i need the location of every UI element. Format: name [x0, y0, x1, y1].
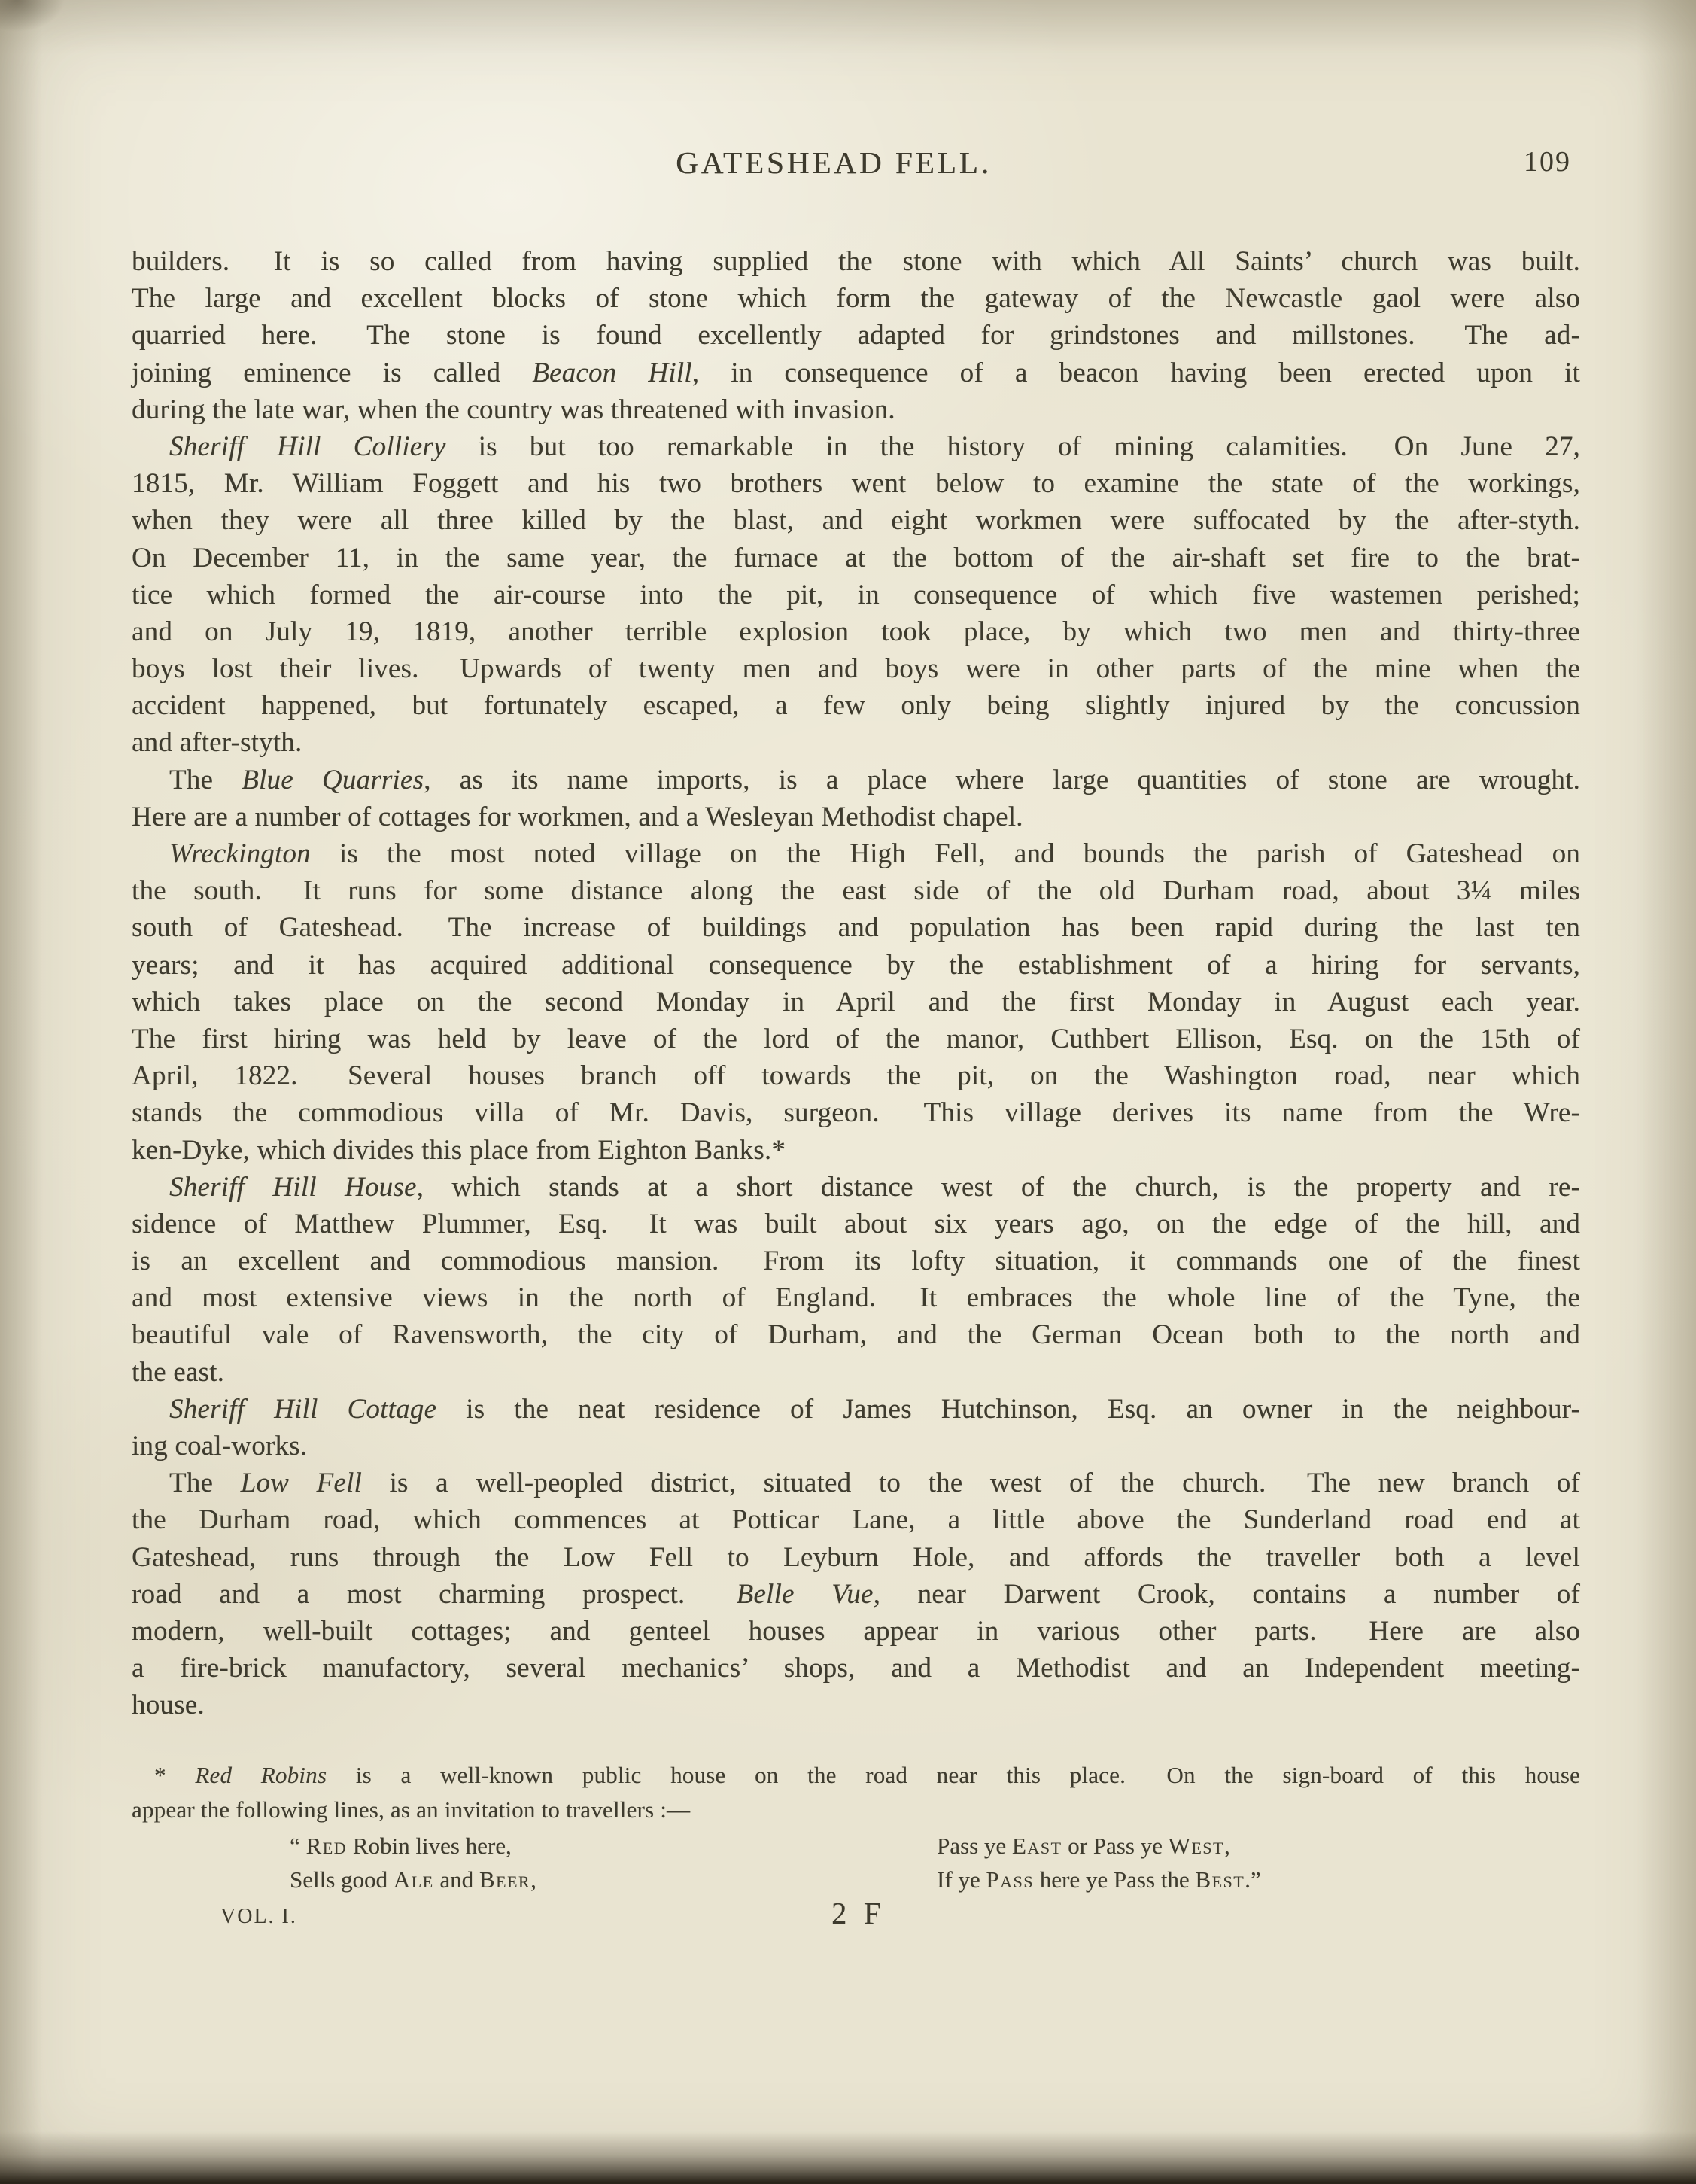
text-run: ,: [530, 1866, 536, 1893]
scan-edge-shadow: [0, 2131, 1696, 2184]
text-run: Here are a number of cottages for workmen, and a Wesleyan Methodist chapel.: [132, 801, 1023, 832]
text-run: The: [169, 1468, 241, 1499]
text-run: or Pass ye: [1062, 1833, 1169, 1859]
text-line: [132, 1613, 1580, 1650]
text-line: [132, 835, 1580, 872]
text-line: [132, 428, 1580, 465]
italic-text: Blue Quarries: [242, 764, 424, 795]
text-run: , which stands at a short distance west of the church, is the property and re-: [416, 1171, 1580, 1203]
paragraph: [132, 1465, 1580, 1723]
text-run: Sells good: [290, 1866, 394, 1893]
text-line: [132, 502, 1580, 539]
text-run: The first hiring was held by leave of the lord of the manor, Cuthbert Ellison, Esq. on the 15th of: [132, 1023, 1580, 1054]
text-line: [132, 1243, 1580, 1279]
verse-column-right: [937, 1829, 1261, 1897]
text-run: The large and excellent blocks of stone which form the gateway of the Newcastle gaol were also: [132, 283, 1580, 315]
text-line: [132, 1021, 1580, 1057]
text-run: Pass the: [1113, 1866, 1196, 1893]
text-line: [132, 1132, 1580, 1169]
smallcaps-text: Best: [1195, 1866, 1245, 1893]
text-run: ing coal-works.: [132, 1431, 308, 1462]
text-line: [132, 1428, 1580, 1465]
text-line: [937, 1863, 1261, 1897]
text-line: [132, 798, 1580, 835]
text-run: beautiful vale of Ravensworth, the city of Durham, and the German Ocean both to the north and: [132, 1319, 1580, 1351]
page-title: GATESHEAD FELL.: [676, 145, 992, 180]
text-line: [132, 1501, 1580, 1538]
italic-text: Sheriff Hill House: [169, 1171, 417, 1203]
text-line: [132, 317, 1580, 354]
text-line: [132, 984, 1580, 1021]
text-run: is an excellent and commodious mansion. From its lofty situation, it commands one of the finest: [132, 1246, 1580, 1277]
text-run: accident happened, but fortunately escaped, a few only being slightly injured by the concussion: [132, 690, 1580, 722]
paragraph: [132, 1391, 1580, 1465]
text-run: when they were all three killed by the blast, and eight workmen were suffocated by the after-styth.: [132, 505, 1580, 537]
page-header: [132, 144, 1580, 190]
text-run: the Durham road, which commences at Potticar Lane, a little above the Sunderland road end at: [132, 1504, 1580, 1536]
smallcaps-text: Red: [305, 1833, 348, 1859]
page-footer: [132, 1895, 1580, 1940]
text-run: road and a most charming prospect.: [132, 1578, 737, 1610]
text-line: [132, 280, 1580, 317]
text-run: here ye: [1034, 1866, 1114, 1893]
text-run: 1815, Mr. William Foggett and his two brothers went below to examine the state of the workings,: [132, 468, 1580, 500]
paragraph: [132, 1169, 1580, 1391]
text-run: appear the following lines, as an invitation to travellers :—: [132, 1796, 691, 1823]
verse-column-left: [290, 1829, 536, 1897]
text-line: [132, 762, 1580, 798]
smallcaps-text: Pass: [986, 1866, 1035, 1893]
text-run: sidence of Matthew Plummer, Esq. It was built about six years ago, on the edge of the hill, and: [132, 1208, 1580, 1240]
text-run: the east.: [132, 1356, 225, 1388]
text-line: [132, 650, 1580, 687]
paragraph: [132, 428, 1580, 762]
text-run: south of Gateshead. The increase of buildings and population has been rapid during the last ten: [132, 912, 1580, 944]
paragraph: [132, 762, 1580, 835]
text-line: [132, 1576, 1580, 1613]
text-line: [132, 1650, 1580, 1687]
text-run: and after-styth.: [132, 727, 302, 759]
text-line: [132, 391, 1580, 428]
text-run: Pass ye: [937, 1833, 1012, 1859]
text-run: and: [433, 1866, 479, 1893]
italic-text: Wreckington: [169, 838, 311, 869]
italic-text: Sheriff Hill Cottage: [169, 1393, 437, 1425]
text-run: *: [154, 1762, 196, 1788]
text-run: a fire-brick manufactory, several mechanics’ shops, and a Methodist and an Independent meeting-: [132, 1653, 1580, 1684]
text-line: [132, 1758, 1580, 1793]
text-run: which takes place on the second Monday in April and the first Monday in August each year.: [132, 986, 1580, 1017]
text-line: [132, 354, 1580, 391]
text-run: during the late war, when the country was threatened with invasion.: [132, 394, 895, 425]
text-run: April, 1822. Several houses branch off towards the pit, on the Washington road, near which: [132, 1060, 1580, 1092]
text-line: [132, 1354, 1580, 1391]
text-run: On December 11, in the same year, the furnace at the bottom of the air-shaft set fire to the brat-: [132, 542, 1580, 573]
text-line: [290, 1829, 536, 1863]
text-run: is the neat residence of James Hutchinson, Esq. an owner in the neighbour-: [436, 1393, 1580, 1425]
text-line: [132, 872, 1580, 909]
text-line: [132, 613, 1580, 650]
text-run: , near Darwent Crook, contains a number of: [873, 1578, 1580, 1610]
text-run: builders. It is so called from having supplied the stone with which All Saints’ church was built.: [132, 246, 1580, 277]
text-line: [132, 1539, 1580, 1576]
text-run: is but too remarkable in the history of mining calamities. On June 27,: [445, 430, 1580, 462]
text-run: Gateshead, runs through the Low Fell to Leyburn Hole, and affords the traveller both a level: [132, 1541, 1580, 1573]
text-run: Robin lives here,: [347, 1833, 512, 1859]
text-run: and on July 19, 1819, another terrible explosion took place, by which two men and thirty-three: [132, 616, 1580, 647]
paragraph: [132, 835, 1580, 1169]
text-run: the south. It runs for some distance along the east side of the old Durham road, about 3¼ miles: [132, 875, 1580, 907]
text-run: and most extensive views in the north of England. It embraces the whole line of the Tyne, the: [132, 1282, 1580, 1314]
text-run: quarried here. The stone is found excellently adapted for grindstones and millstones. The ad-: [132, 320, 1580, 351]
text-run: is a well-peopled district, situated to the west of the church. The new branch of: [361, 1468, 1580, 1499]
text-run: joining eminence is called: [132, 357, 533, 388]
text-line: [132, 947, 1580, 984]
italic-text: Sheriff Hill Colliery: [169, 430, 446, 462]
text-line: [937, 1829, 1261, 1863]
smallcaps-text: West: [1168, 1833, 1224, 1859]
text-line: [132, 576, 1580, 613]
text-line: [132, 243, 1580, 280]
paragraph: [132, 243, 1580, 428]
smallcaps-text: Ale: [393, 1866, 434, 1893]
italic-text: Low Fell: [240, 1468, 362, 1499]
text-line: [132, 1391, 1580, 1428]
text-line: [132, 1057, 1580, 1094]
text-line: [132, 724, 1580, 761]
italic-text: Belle Vue: [736, 1578, 874, 1610]
text-run: The: [169, 764, 242, 795]
text-line: [132, 1465, 1580, 1501]
footnote-verses: [132, 1829, 1580, 1904]
text-line: [132, 465, 1580, 502]
text-run: boys lost their lives. Upwards of twenty men and boys were in other parts of the mine when the: [132, 653, 1580, 685]
text-line: [132, 540, 1580, 576]
text-line: [132, 1169, 1580, 1206]
text-line: [132, 687, 1580, 724]
text-run: ,: [1223, 1833, 1230, 1859]
text-run: , in consequence of a beacon having been erected upon it: [691, 357, 1580, 388]
text-run: is the most noted village on the High Fell, and bounds the parish of Gateshead on: [310, 838, 1580, 869]
text-line: [132, 1687, 1580, 1723]
text-run: “: [290, 1833, 306, 1859]
body-text: [132, 243, 1580, 1724]
text-line: [132, 1793, 1580, 1827]
italic-text: Red Robins: [195, 1762, 327, 1788]
text-run: ken-Dyke, which divides this place from Eighton Banks.*: [132, 1134, 786, 1166]
footnote-text: [132, 1758, 1580, 1827]
text-run: is a well-known public house on the road near this place. On the sign-board of this house: [327, 1762, 1581, 1788]
text-line: [132, 1316, 1580, 1353]
text-run: If ye: [937, 1866, 986, 1893]
text-run: .”: [1245, 1866, 1261, 1893]
text-line: [132, 1206, 1580, 1243]
page-number: 109: [1524, 146, 1571, 178]
text-line: [290, 1863, 536, 1897]
printers-signature: 2 F: [831, 1896, 886, 1930]
text-run: , as its name imports, is a place where large quantities of stone are wrought.: [424, 764, 1580, 795]
text-run: years; and it has acquired additional consequence by the establishment of a hiring for servants,: [132, 949, 1580, 981]
text-line: [132, 1094, 1580, 1131]
text-run: house.: [132, 1690, 205, 1721]
smallcaps-text: Beer: [479, 1866, 531, 1893]
text-line: [132, 909, 1580, 946]
text-run: tice which formed the air-course into the pit, in consequence of which five wastemen perished;: [132, 579, 1580, 610]
smallcaps-text: East: [1011, 1833, 1062, 1859]
text-line: [132, 1279, 1580, 1316]
italic-text: Beacon Hill: [532, 357, 692, 388]
text-run: modern, well-built cottages; and genteel houses appear in various other parts. Here are also: [132, 1615, 1580, 1647]
text-run: stands the commodious villa of Mr. Davis, surgeon. This village derives its name from the Wre-: [132, 1097, 1580, 1129]
volume-label: VOL. I.: [220, 1905, 297, 1928]
